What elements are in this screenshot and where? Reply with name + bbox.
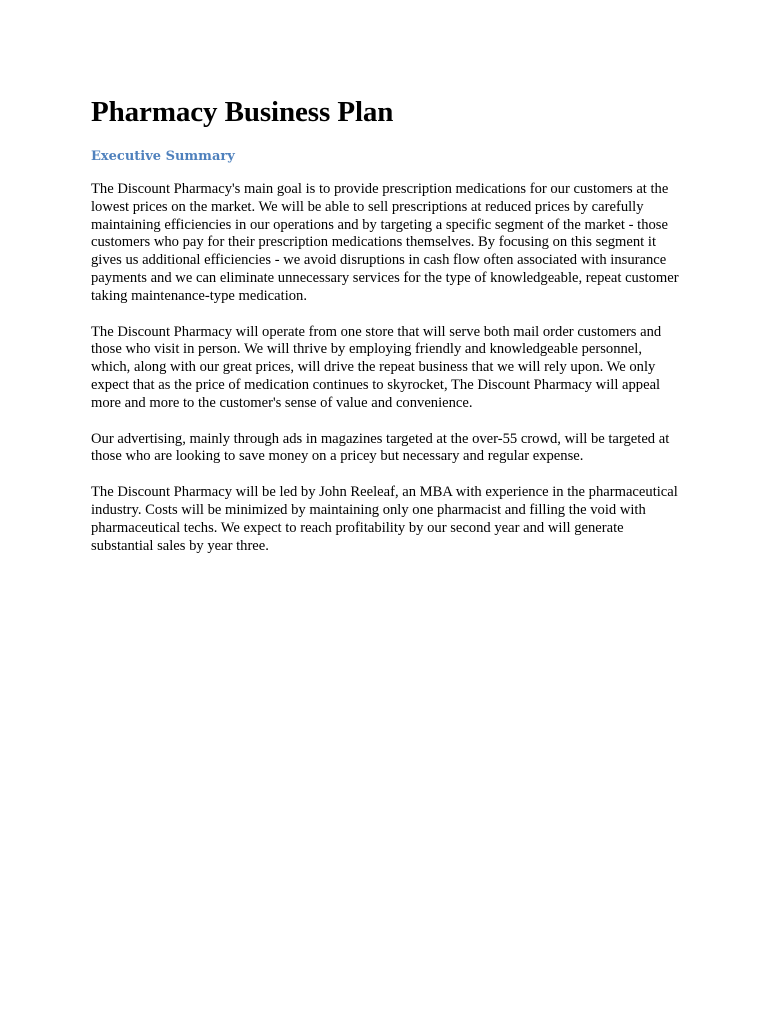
paragraph-2: The Discount Pharmacy will operate from one store that will serve both mail order customers and those who visit in person. We will thrive by employing friendly and knowledgeable personnel, which, along with our great prices, will drive the repeat business that we will rely upon. We only expect that as the price of medication continues to skyrocket, The Discount Pharmacy will appeal more and more to the customer's sense of value and convenience. xyxy=(91,323,662,411)
section-heading-executive-summary: Executive Summary xyxy=(91,149,235,164)
paragraph-4: The Discount Pharmacy will be led by John Reeleaf, an MBA with experience in the pharmaceutical industry. Costs will be minimized by maintaining only one pharmacist and filling the void with pharmaceutical techs. We expect to reach profitability by our second year and will generate substantial sales by year three. xyxy=(91,484,678,554)
document-content xyxy=(91,94,681,555)
page-title: Pharmacy Business Plan xyxy=(91,96,394,128)
paragraph-3: Our advertising, mainly through ads in magazines targeted at the over-55 crowd, will be targeted at those who are looking to save money on a pricey but necessary and regular expense. xyxy=(91,430,670,465)
paragraph-1: The Discount Pharmacy's main goal is to provide prescription medications for our customers at the lowest prices on the market. We will be able to sell prescriptions at reduced prices by carefully maintaining efficiencies in our operations and by targeting a specific segment of the market - those customers who pay for their prescription medications themselves. By focusing on this segment it gives us additional efficiencies - we avoid disruptions in cash flow often associated with insurance payments and we can eliminate unnecessary services for the type of knowledgeable, repeat customer taking maintenance-type medication. xyxy=(91,181,679,304)
